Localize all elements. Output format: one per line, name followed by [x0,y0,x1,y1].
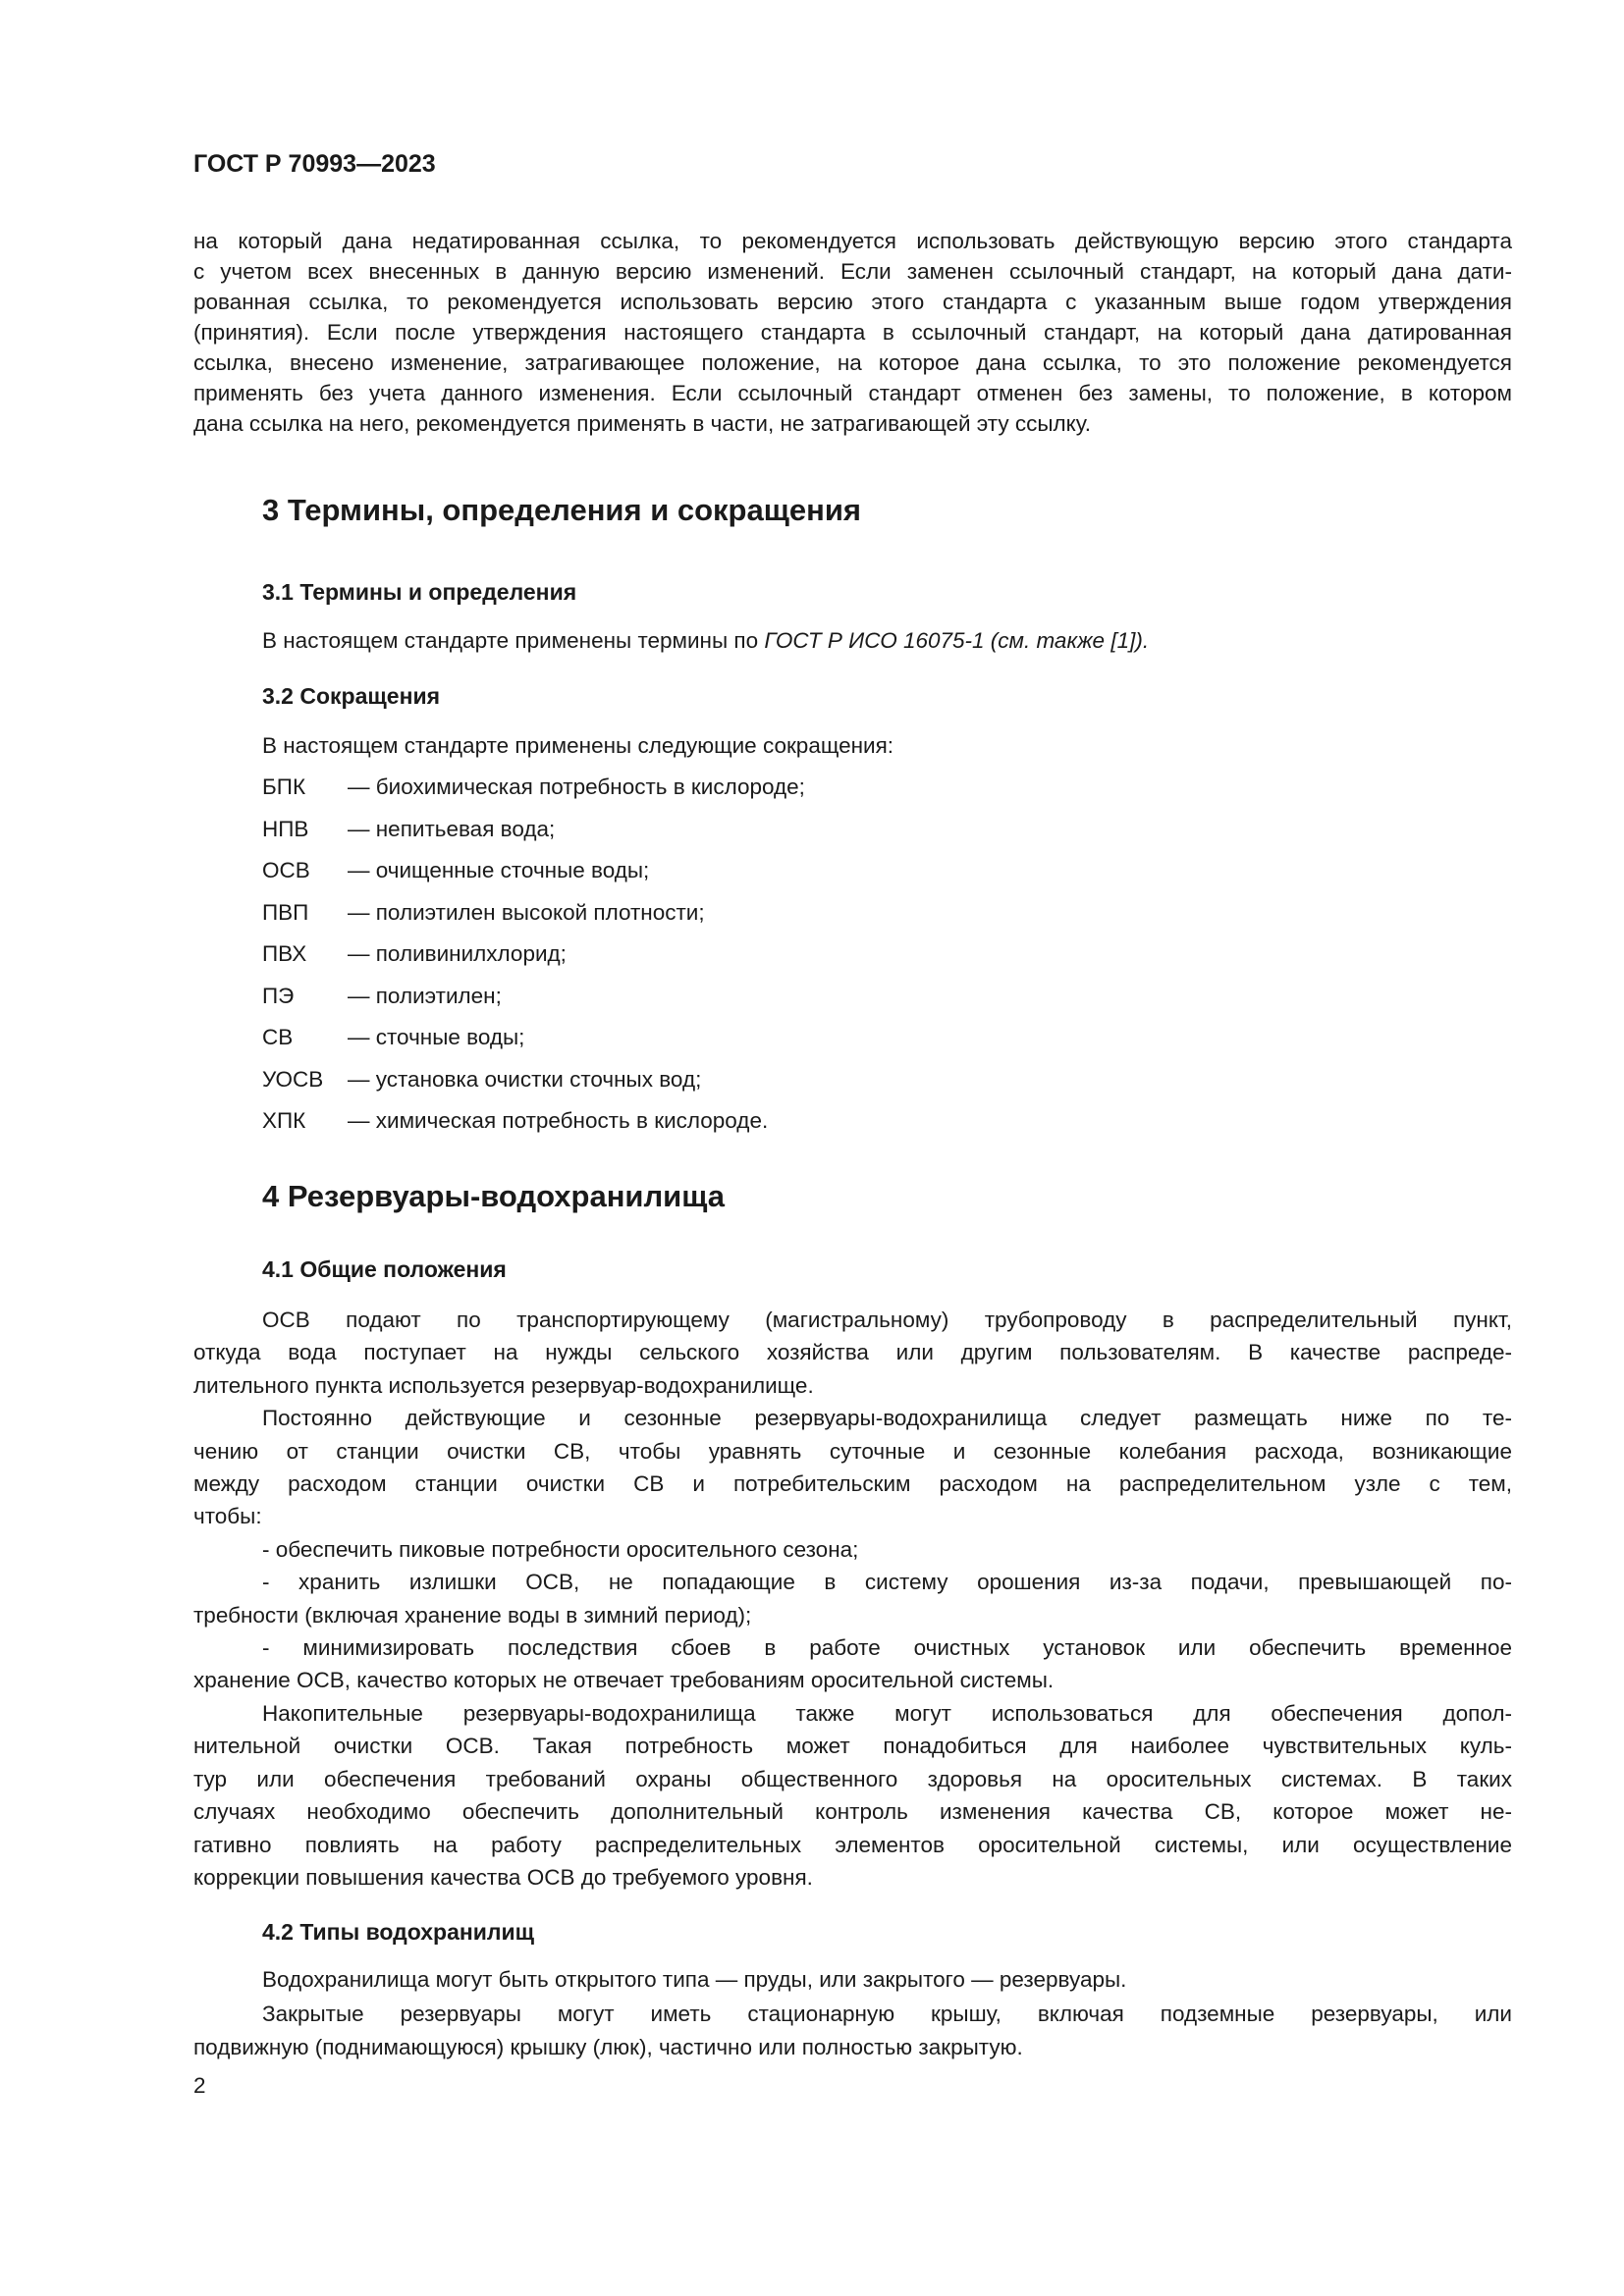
abbreviation-definition: — полиэтилен высокой плотности; [348,899,705,925]
page-number: 2 [193,2073,206,2098]
section-3-1-heading: 3.1 Термины и определения [262,579,577,605]
text-line: подвижную (поднимающуюся) крышку (люк), частично или полностью закрытую. [193,2035,1023,2059]
text-line: с учетом всех внесенных в данную версию изменений. Если заменен ссылочный стандарт, на который дана дати- [193,259,1512,284]
section-3-2-text: В настоящем стандарте применены следующие сокращения: [262,733,894,758]
abbreviation-term: СВ [262,1025,294,1049]
text-line: между расходом станции очистки СВ и потребительским расходом на распределительном узле с тем, [193,1471,1512,1497]
paragraph [193,1631,1512,1697]
section-4-1-body [193,1304,1512,1894]
abbreviation-item [262,809,1048,851]
paragraph [193,1697,1512,1894]
paragraph [193,1566,1512,1631]
abbreviation-definition: — химическая потребность в кислороде. [348,1108,769,1133]
abbreviation-definition: — очищенные сточные воды; [348,858,650,882]
abbreviation-term: БПК [262,774,306,799]
terms-reference: ГОСТ Р ИСО 16075-1 (см. также [1]). [764,628,1150,653]
abbreviation-item [262,1059,1048,1101]
abbreviation-item [262,976,1048,1018]
section-4-1-heading: 4.1 Общие положения [262,1256,507,1282]
terms-text: В настоящем стандарте применены термины по [262,628,765,653]
text-line: лительного пункта используется резервуар-водохранилище. [193,1372,814,1398]
text-line: нительной очистки ОСВ. Такая потребность может понадобиться для наиболее чувствительных куль- [193,1734,1512,1759]
abbreviation-definition: — установка очистки сточных вод; [348,1066,702,1092]
text-line: рованная ссылка, то рекомендуется использовать версию этого стандарта с указанным выше годом утверждения [193,290,1512,314]
text-line: ссылка, внесено изменение, затрагивающее положение, на которое дана ссылка, то это положение рекомендуется [193,350,1512,375]
text-line: применять без учета данного изменения. Если ссылочный стандарт отменен без замены, то положение, в котором [193,381,1512,405]
text-line: ОСВ подают по транспортирующему (магистральному) трубопроводу в распределительный пункт, [262,1308,1512,1332]
abbreviation-term: ПВП [262,899,309,925]
section-3-heading: 3 Термины, определения и сокращения [262,493,861,527]
abbreviation-item [262,1100,1048,1143]
abbreviation-term: УОСВ [262,1066,324,1092]
text-line: требности (включая хранение воды в зимний период); [193,1602,752,1628]
text-line: откуда вода поступает на нужды сельского хозяйства или другим пользователям. В качестве распреде- [193,1340,1512,1365]
abbreviation-item [262,767,1048,809]
section-4-2-body [193,1963,1512,2065]
text-line: тур или обеспечения требований охраны общественного здоровья на оросительных системах. В таких [193,1766,1512,1791]
abbreviation-definition: — полиэтилен; [348,983,502,1008]
abbreviation-definition: — биохимическая потребность в кислороде; [348,774,805,799]
text-line: коррекции повышения качества ОСВ до требуемого уровня. [193,1864,813,1890]
intro-paragraph [193,226,1512,439]
section-4-heading: 4 Резервуары-водохранилища [262,1179,726,1213]
text-line: чтобы: [193,1504,262,1529]
abbreviation-definition: — непитьевая вода; [348,816,556,841]
paragraph [193,1402,1512,1533]
abbreviation-item [262,892,1048,934]
abbreviation-term: ХПК [262,1108,306,1133]
section-4-2-heading: 4.2 Типы водохранилищ [262,1919,535,1945]
text-line: Постоянно действующие и сезонные резервуары-водохранилища следует размещать ниже по те- [262,1406,1512,1431]
paragraph [193,1998,1512,2065]
text-line: дана ссылка на него, рекомендуется применять в части, не затрагивающей эту ссылку. [193,411,1091,436]
text-line: случаях необходимо обеспечить дополнительный контроль изменения качества СВ, которое может не- [193,1799,1512,1825]
text-line: гативно повлиять на работу распределительных элементов оросительной системы, или осуществление [193,1832,1512,1857]
abbreviation-item [262,850,1048,892]
text-line: - минимизировать последствия сбоев в работе очистных установок или обеспечить временное [262,1635,1512,1661]
abbreviation-item [262,1017,1048,1059]
abbreviation-term: ПЭ [262,983,295,1008]
abbreviation-definition: — поливинилхлорид; [348,941,567,966]
paragraph [193,1533,1512,1566]
abbreviation-definition: — сточные воды; [348,1025,525,1049]
text-line: - обеспечить пиковые потребности оросительного сезона; [262,1536,859,1562]
text-line: Накопительные резервуары-водохранилища также могут использоваться для обеспечения допол- [262,1700,1512,1726]
paragraph [193,1963,1512,1998]
abbreviation-term: ОСВ [262,858,310,882]
document-header-id: ГОСТ Р 70993—2023 [193,150,436,178]
section-3-2-heading: 3.2 Сокращения [262,683,441,709]
abbreviation-term: НПВ [262,816,309,841]
text-line: на который дана недатированная ссылка, то рекомендуется использовать действующую версию этого стандарта [193,229,1512,253]
text-line: Водохранилища могут быть открытого типа — пруды, или закрытого — резервуары. [262,1967,1127,1992]
text-line: Закрытые резервуары могут иметь стационарную крышу, включая подземные резервуары, или [262,2001,1512,2026]
abbreviation-item [262,934,1048,976]
text-line: - хранить излишки ОСВ, не попадающие в систему орошения из-за подачи, превышающей по- [262,1570,1512,1595]
abbreviations-list [262,767,1048,1143]
text-line: (принятия). Если после утверждения настоящего стандарта в ссылочный стандарт, на который дана датированная [193,320,1512,345]
paragraph [193,1304,1512,1402]
abbreviation-term: ПВХ [262,941,307,966]
text-line: чению от станции очистки СВ, чтобы уравнять суточные и сезонные колебания расхода, возникающие [193,1438,1512,1464]
section-3-1-text [262,625,1149,657]
text-line: хранение ОСВ, качество которых не отвечает требованиям оросительной системы. [193,1668,1055,1693]
